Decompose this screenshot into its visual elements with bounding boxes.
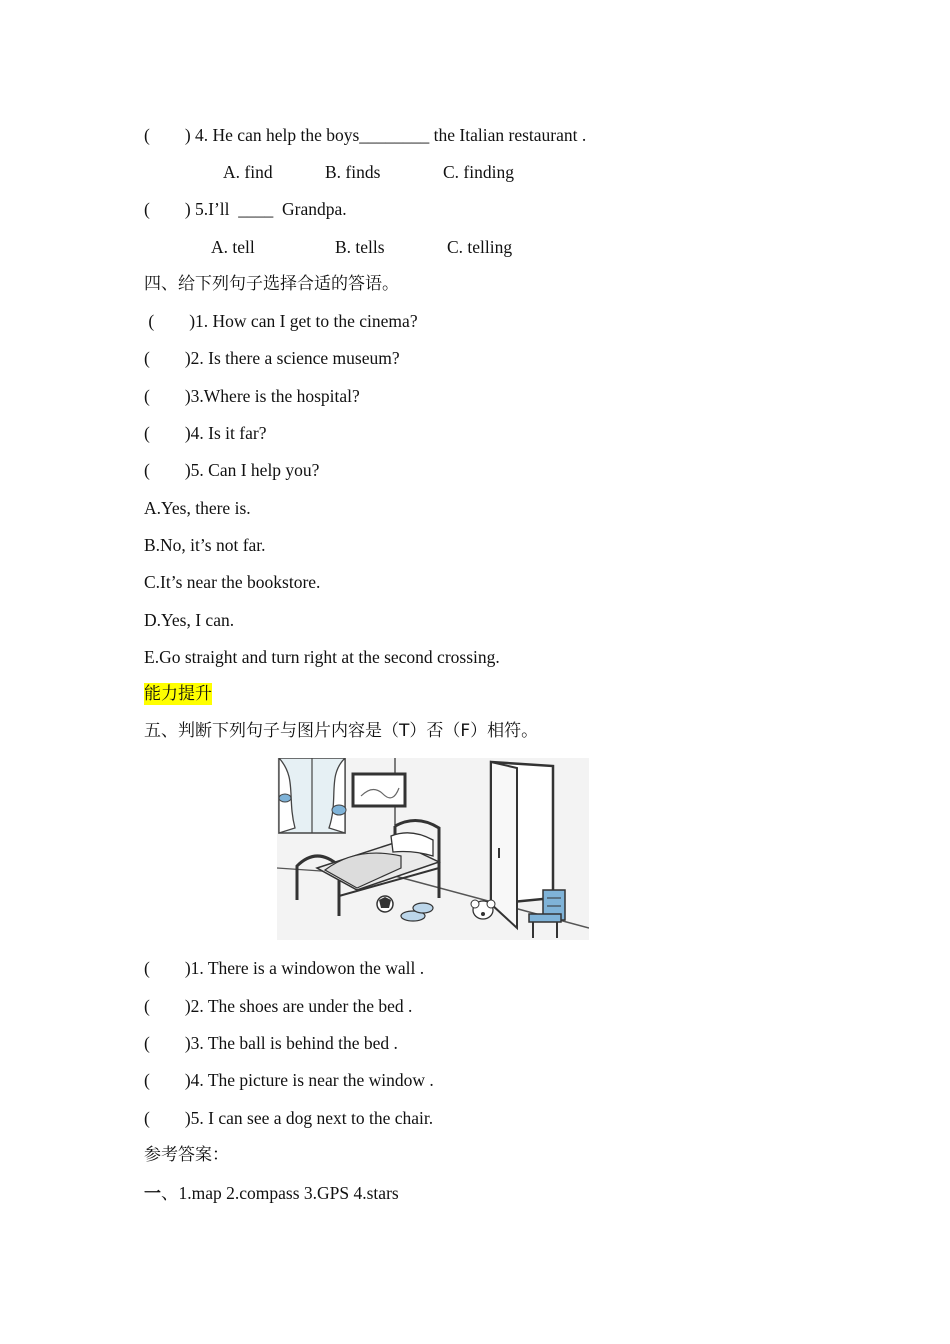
section-5-heading: 五、判断下列句子与图片内容是（T）否（F）相符。 bbox=[144, 721, 539, 741]
question-5-1: ( )1. There is a windowon the wall . bbox=[144, 958, 425, 978]
question-5-2: ( )2. The shoes are under the bed . bbox=[144, 996, 413, 1016]
answer-key-part1-prefix: 一 bbox=[144, 1184, 161, 1204]
option-c: C. finding bbox=[443, 162, 514, 182]
answer-option-d: D.Yes, I can. bbox=[144, 610, 235, 630]
answer-option-b: B.No, it’s not far. bbox=[144, 535, 266, 555]
question-5-5: ( )5. I can see a dog next to the chair. bbox=[144, 1108, 434, 1128]
ability-banner: 能力提升 bbox=[144, 684, 212, 704]
answer-key-title: 参考答案： bbox=[144, 1145, 229, 1165]
question-4-1: ( )1. How can I get to the cinema? bbox=[144, 311, 418, 331]
option-b: B. tells bbox=[335, 237, 385, 257]
option-a: A. tell bbox=[211, 237, 255, 257]
answer-key-part1-text: 、1.map 2.compass 3.GPS 4.stars bbox=[161, 1183, 399, 1203]
option-a: A. find bbox=[223, 162, 273, 182]
question-4-3: ( )3.Where is the hospital? bbox=[144, 386, 360, 406]
option-c: C. telling bbox=[447, 237, 513, 257]
question-4-5: ( )5. Can I help you? bbox=[144, 460, 320, 480]
section-4-heading: 四、给下列句子选择合适的答语。 bbox=[144, 274, 399, 294]
question-3-5: ( ) 5.I’ll ____ Grandpa. bbox=[144, 199, 347, 219]
question-4-2: ( )2. Is there a science museum? bbox=[144, 348, 400, 368]
question-4-4: ( )4. Is it far? bbox=[144, 423, 267, 443]
window bbox=[279, 758, 346, 833]
question-5-3: ( )3. The ball is behind the bed . bbox=[144, 1033, 398, 1053]
answer-option-a: A.Yes, there is. bbox=[144, 498, 251, 518]
bedroom-illustration bbox=[277, 758, 589, 940]
option-b: B. finds bbox=[325, 162, 381, 182]
question-3-4: ( ) 4. He can help the boys________ the Italian restaurant . bbox=[144, 125, 587, 145]
answer-option-e: E.Go straight and turn right at the second crossing. bbox=[144, 647, 500, 667]
answer-option-c: C.It’s near the bookstore. bbox=[144, 572, 321, 592]
ball bbox=[377, 896, 393, 912]
wall-picture bbox=[353, 774, 405, 806]
question-5-4: ( )4. The picture is near the window . bbox=[144, 1070, 434, 1090]
answer-key-part1 bbox=[144, 1182, 399, 1205]
